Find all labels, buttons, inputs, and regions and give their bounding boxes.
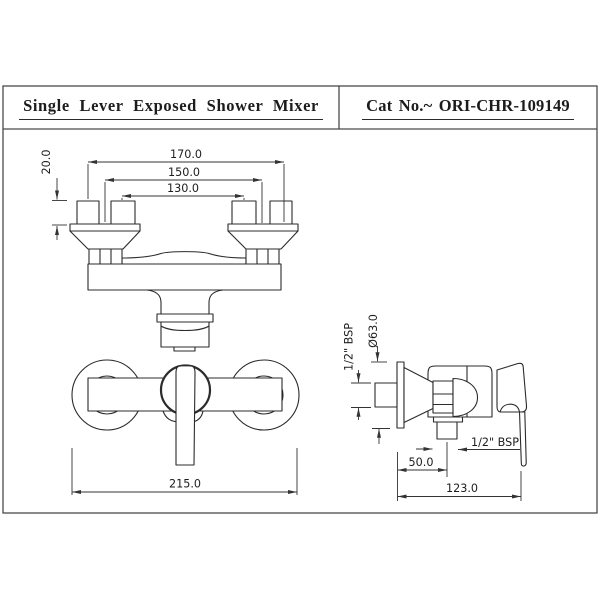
dim-text-123: 123.0 — [445, 482, 479, 495]
top-right-hex-nut — [246, 249, 279, 264]
top-right-inner-nut — [232, 201, 256, 224]
top-right-flange-band — [228, 224, 298, 231]
side-view — [343, 314, 527, 501]
side-inlet-pipe — [375, 383, 397, 407]
front-lever-handle — [176, 366, 195, 465]
dim-text-50: 50.0 — [408, 456, 434, 469]
dim-text-outlet-bsp: 1/2" BSP — [470, 436, 520, 449]
top-right-outer-nut — [270, 201, 292, 224]
dim-text-inlet-bsp: 1/2" BSP — [342, 322, 356, 372]
dim-text-215: 215.0 — [168, 477, 202, 491]
product-title: Single Lever Exposed Shower Mixer — [19, 96, 323, 120]
top-left-flange-cone — [70, 231, 140, 249]
top-left-hex-nut — [89, 249, 122, 264]
top-view — [40, 148, 298, 351]
dim-text-20: 20.0 — [40, 149, 53, 175]
dim-text-170: 170.0 — [169, 148, 203, 161]
front-view — [72, 360, 299, 495]
top-handle-tab — [174, 347, 195, 351]
dim-text-flange-dia: Ø63.0 — [367, 314, 380, 348]
side-flange-plate — [397, 362, 404, 428]
side-outlet-step — [434, 417, 463, 422]
side-hex-nut — [433, 381, 453, 413]
top-body-upper-deck — [122, 252, 246, 265]
title-block-catalog-cell — [339, 86, 597, 129]
catalog-number: Cat No.~ ORI-CHR-109149 — [362, 96, 574, 120]
top-left-inner-nut — [111, 201, 135, 224]
top-valve-transition — [147, 290, 223, 314]
top-valve-collar — [157, 314, 213, 322]
top-left-outer-nut — [77, 201, 99, 224]
dim-text-130: 130.0 — [166, 182, 200, 195]
dim-text-150: 150.0 — [167, 166, 201, 179]
top-left-flange-band — [70, 224, 140, 231]
title-block-product-cell — [3, 86, 339, 129]
side-handle-blade — [520, 412, 527, 466]
top-body-bar — [88, 264, 281, 290]
top-right-flange-cone — [228, 231, 298, 249]
top-handle-knob — [161, 322, 209, 347]
side-outlet-stub — [437, 422, 457, 439]
